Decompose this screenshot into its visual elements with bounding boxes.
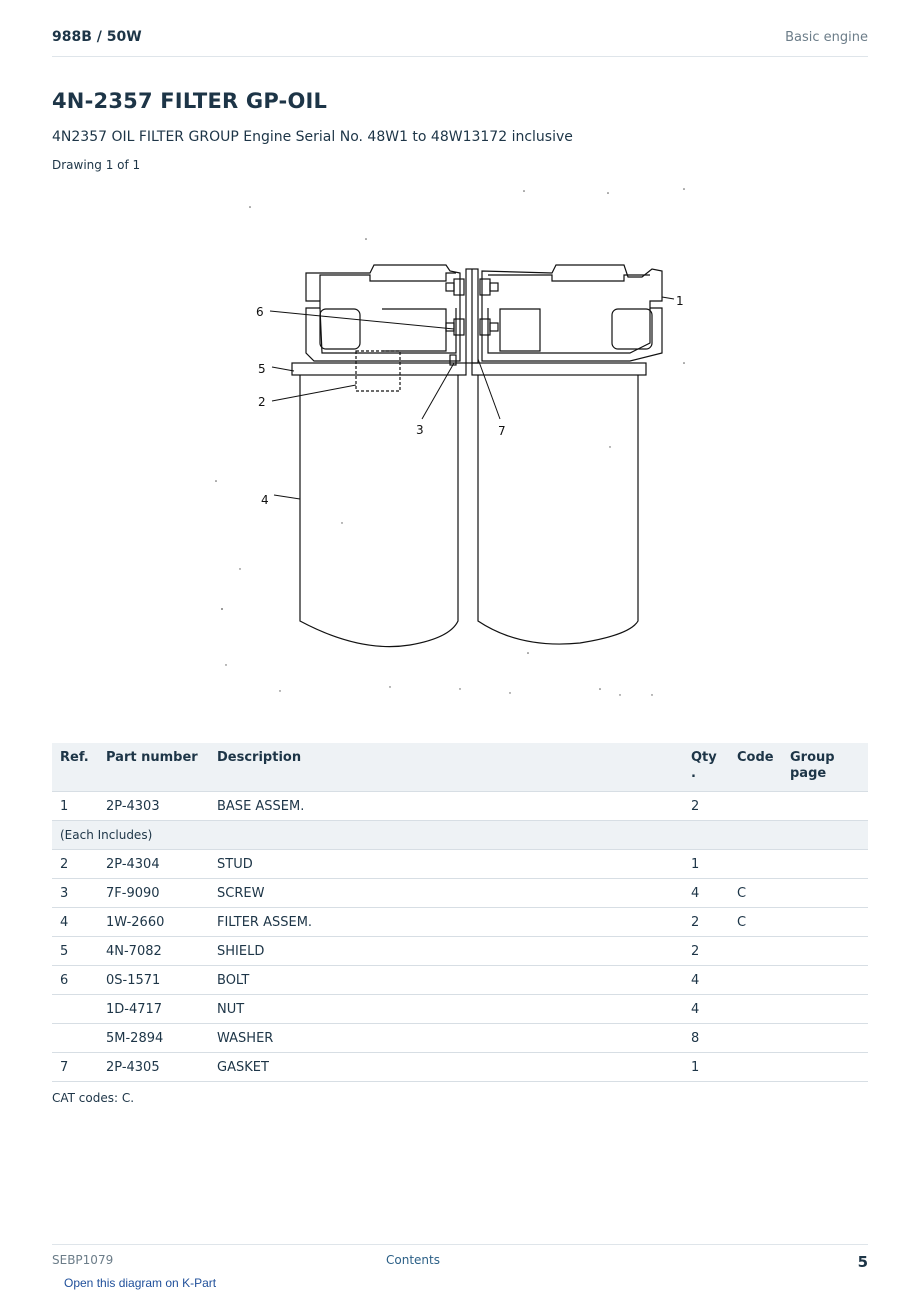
page-title: 4N-2357 FILTER GP-OIL xyxy=(52,89,328,113)
drawing-counter: Drawing 1 of 1 xyxy=(52,158,141,172)
row-qty: 8 xyxy=(683,1024,729,1053)
parts-diagram xyxy=(210,183,700,703)
row-description: SHIELD xyxy=(209,937,683,966)
row-description: GASKET xyxy=(209,1053,683,1082)
row-ref: 7 xyxy=(52,1053,98,1082)
row-code xyxy=(729,1024,782,1053)
row-ref xyxy=(52,995,98,1024)
row-part-number: 2P-4305 xyxy=(98,1053,209,1082)
model-label: 988B / 50W xyxy=(52,29,142,45)
callout-7: 7 xyxy=(498,424,506,438)
right-shield xyxy=(472,363,646,375)
row-qty: 1 xyxy=(683,1053,729,1082)
section-label: Basic engine xyxy=(785,30,868,45)
scan-noise xyxy=(215,188,685,696)
row-qty: 2 xyxy=(683,792,729,821)
col-code: Code xyxy=(729,743,782,792)
parts-table xyxy=(52,743,868,1082)
row-group-page xyxy=(782,850,868,879)
left-base-housing xyxy=(306,265,460,361)
row-part-number: 4N-7082 xyxy=(98,937,209,966)
row-code xyxy=(729,966,782,995)
row-qty: 2 xyxy=(683,908,729,937)
right-base-housing xyxy=(482,265,662,361)
table-row xyxy=(52,937,868,966)
table-row xyxy=(52,792,868,821)
row-ref: 3 xyxy=(52,879,98,908)
col-ref: Ref. xyxy=(52,743,98,792)
row-group-page xyxy=(782,1024,868,1053)
row-ref: 2 xyxy=(52,850,98,879)
row-code: C xyxy=(729,908,782,937)
table-note-row xyxy=(52,821,868,850)
row-code xyxy=(729,792,782,821)
filter-group-drawing xyxy=(292,265,662,647)
left-shield xyxy=(292,363,466,375)
callout-1: 1 xyxy=(676,294,684,308)
row-qty: 4 xyxy=(683,995,729,1024)
row-part-number: 5M-2894 xyxy=(98,1024,209,1053)
row-qty: 4 xyxy=(683,879,729,908)
row-description: STUD xyxy=(209,850,683,879)
row-description: SCREW xyxy=(209,879,683,908)
row-group-page xyxy=(782,879,868,908)
open-kpart-link[interactable]: Open this diagram on K-Part xyxy=(64,1276,217,1290)
row-qty: 1 xyxy=(683,850,729,879)
document-id: SEBP1079 xyxy=(52,1253,114,1267)
row-group-page xyxy=(782,937,868,966)
row-ref xyxy=(52,1024,98,1053)
right-filter-canister xyxy=(478,375,638,644)
each-includes-note: (Each Includes) xyxy=(52,821,868,850)
row-part-number: 2P-4303 xyxy=(98,792,209,821)
col-description: Description xyxy=(209,743,683,792)
page-header xyxy=(52,29,868,57)
row-code xyxy=(729,850,782,879)
table-row xyxy=(52,966,868,995)
table-row xyxy=(52,850,868,879)
col-group-page: Group page xyxy=(782,743,868,792)
page-footer xyxy=(52,1244,868,1271)
row-group-page xyxy=(782,966,868,995)
row-code: C xyxy=(729,879,782,908)
row-part-number: 1D-4717 xyxy=(98,995,209,1024)
row-ref: 4 xyxy=(52,908,98,937)
stud xyxy=(356,351,400,391)
row-group-page xyxy=(782,1053,868,1082)
row-code xyxy=(729,1053,782,1082)
row-ref: 1 xyxy=(52,792,98,821)
row-part-number: 1W-2660 xyxy=(98,908,209,937)
row-qty: 4 xyxy=(683,966,729,995)
table-row xyxy=(52,1024,868,1053)
row-code xyxy=(729,937,782,966)
row-description: NUT xyxy=(209,995,683,1024)
row-description: WASHER xyxy=(209,1024,683,1053)
row-description: BOLT xyxy=(209,966,683,995)
row-ref: 5 xyxy=(52,937,98,966)
table-row xyxy=(52,879,868,908)
col-part-number: Part number xyxy=(98,743,209,792)
callout-3: 3 xyxy=(416,423,424,437)
row-group-page xyxy=(782,792,868,821)
row-part-number: 0S-1571 xyxy=(98,966,209,995)
row-code xyxy=(729,995,782,1024)
row-description: FILTER ASSEM. xyxy=(209,908,683,937)
table-header-row xyxy=(52,743,868,792)
table-row xyxy=(52,995,868,1024)
callout-6: 6 xyxy=(256,305,264,319)
row-part-number: 7F-9090 xyxy=(98,879,209,908)
callout-5: 5 xyxy=(258,362,266,376)
callout-2: 2 xyxy=(258,395,266,409)
row-ref: 6 xyxy=(52,966,98,995)
left-filter-canister xyxy=(300,375,458,647)
contents-link[interactable]: Contents xyxy=(386,1253,440,1267)
col-qty: Qty . xyxy=(683,743,729,792)
row-group-page xyxy=(782,995,868,1024)
page-number: 5 xyxy=(857,1253,868,1271)
row-description: BASE ASSEM. xyxy=(209,792,683,821)
left-base-inner xyxy=(320,273,456,301)
table-row xyxy=(52,1053,868,1082)
row-qty: 2 xyxy=(683,937,729,966)
row-part-number: 2P-4304 xyxy=(98,850,209,879)
group-description: 4N2357 OIL FILTER GROUP Engine Serial No. 48W1 to 48W13172 inclusive xyxy=(52,129,573,145)
callout-4: 4 xyxy=(261,493,269,507)
table-row xyxy=(52,908,868,937)
row-group-page xyxy=(782,908,868,937)
cat-codes-note: CAT codes: C. xyxy=(52,1091,135,1105)
